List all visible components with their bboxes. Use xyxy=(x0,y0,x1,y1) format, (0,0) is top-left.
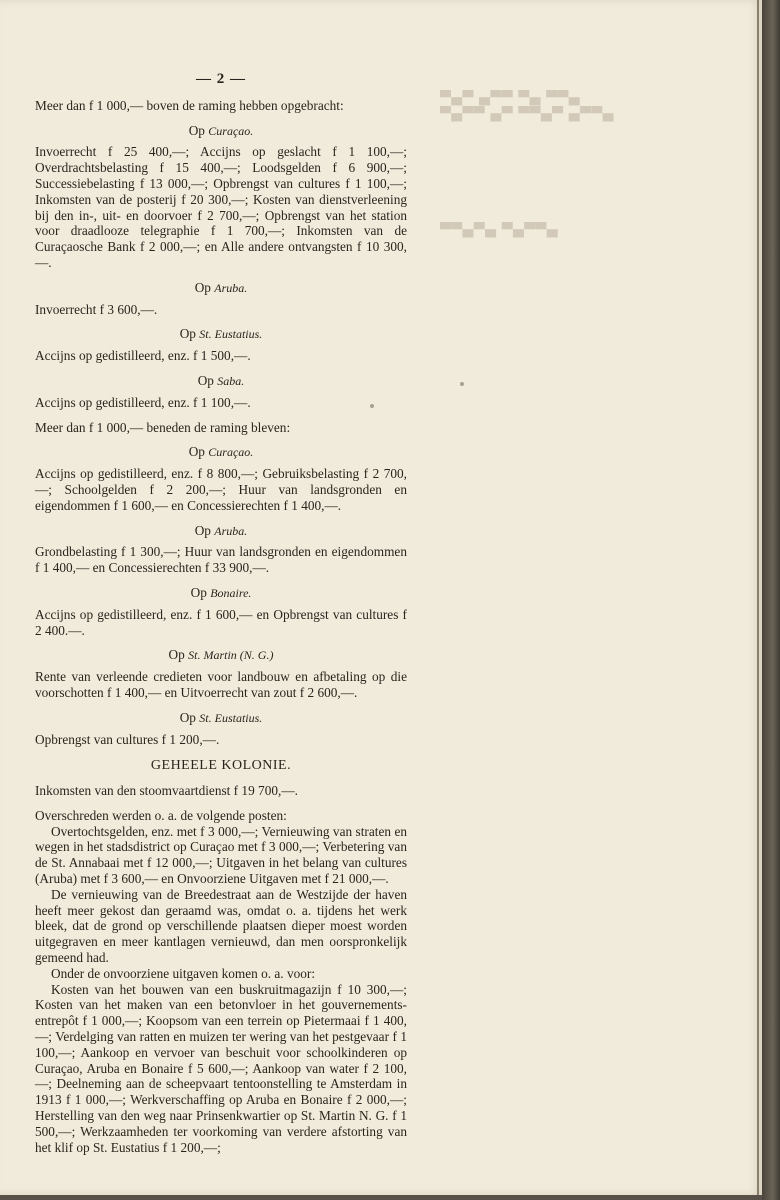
document-body xyxy=(35,72,407,1155)
section-heading: Op Curaçao. xyxy=(188,122,254,138)
section-heading: Op St. Martin (N. G.) xyxy=(168,647,274,663)
section-text: Opbrengst van cultures f 1 200,—. xyxy=(35,731,220,747)
unforeseen-intro: Onder de onvoorziene uitgaven komen o. a. voor: xyxy=(51,965,316,981)
section-text: Grondbelasting f 1 300,—; Huur van landsgronden en eigendommen f 1 400,— en Concessierechten f 33 900,—. xyxy=(35,544,407,576)
colony-heading: GEHEELE KOLONIE. xyxy=(150,758,292,774)
section-text: Invoerrecht f 3 600,—. xyxy=(35,301,158,317)
remained-intro: Meer dan f 1 000,— beneden de raming bleven: xyxy=(35,419,291,435)
book-spine-strip xyxy=(762,0,780,1200)
section-text: Accijns op gedistilleerd, enz. f 1 600,— en Opbrengst van cultures f 2 400.—. xyxy=(35,606,407,638)
page-edge xyxy=(757,0,759,1195)
section-text: Invoerrecht f 25 400,—; Accijns op geslacht f 1 100,—; Overdrachtsbelasting f 15 400,—; Loodsgelden f 6 900,—; Successiebelasting f 13 000,—; Opbrengst van cultures f 1 100,—; Inkomsten van de posterij f 20 300,—; Kosten van dienstverleening bij den in-, uit- en doorvoer f 2 700,—; Opbrengst van het station voor draadlooze telegraphie f 1 700,—; Inkomsten van de Curaçaosche Bank f 2 000,—; en Alle andere ontvangsten f 10 300,—. xyxy=(35,144,407,270)
section-text: Accijns op gedistilleerd, enz. f 8 800,—; Gebruiksbelasting f 2 700,—; Schoolgelden f 2 200,—; Huur van landsgronden en eigendommen f 1 600,— en Concessierechten f 1 400,—. xyxy=(35,466,407,513)
unforeseen-text: Kosten van het bouwen van een buskruitmagazijn f 10 300,—; Kosten van het maken van een betonvloer in het gouvernements-entrepôt f 1 000,—; Koopsom van een terrein op Pietermaai f 1 400,—; Verdelging van ratten en muizen ter wering van het pestgevaar f 1 100,—; Aankoop en vervoer van beschuit voor schoolkinderen op Curaçao, Aruba en Bonaire f 5 600,—; Aankoop van water f 2 100,—; Deelneming aan de scheepvaart tentoonstelling te Amsterdam in 1913 f 1 000,—; Werkverschaffing op Aruba en Bonaire f 2 000,—; Herstelling van den weg naar Prinsenkwartier op St. Martin N. G. f 1 500,—; Werkzaamheden ter voorkoming van verdere afstorting van het klif op St. Eustatius f 1 200,—; xyxy=(35,981,407,1155)
section-text: Rente van verleende credieten voor landbouw en afbetaling op die voorschotten f 1 400,— en Uitvoerrecht van zout f 2 600,—. xyxy=(35,669,407,700)
breedestraat-text: De vernieuwing van de Breedestraat aan de Westzijde der haven heeft meer gekost dan geraamd was, omdat o. a. tijdens het werk bleek, dat de grond op verschillende plaatsen dieper moest worden uitgegraven en meer kantlagen vernieuwd, dan men oorspronkelijk gemeend had. xyxy=(35,886,407,966)
section-heading: Op Aruba. xyxy=(194,279,248,295)
show-through-text: ▀▀▄▀▄ ▀▄▀▀▄ xyxy=(440,222,559,238)
speck xyxy=(460,382,464,386)
exceeded-text: Overtochtsgelden, enz. met f 3 000,—; Vernieuwing van straten en wegen in het stadsdistrict op Curaçao met f 3 000,—; Verbetering van de St. Annabaai met f 12 000,—; Uitgaven in het belang van cultures (Aruba) met f 3 600,— en Onvoorziene Uitgaven met f 21 000,—. xyxy=(35,823,407,887)
raised-intro: Meer dan f 1 000,— boven de raming hebben opgebracht: xyxy=(35,97,344,113)
section-text: Accijns op gedistilleerd, enz. f 1 100,—. xyxy=(35,394,251,410)
exceeded-intro: Overschreden werden o. a. de volgende posten: xyxy=(35,807,287,823)
section-text: Accijns op gedistilleerd, enz. f 1 500,—. xyxy=(35,348,251,364)
section-heading: Op St. Eustatius. xyxy=(179,326,263,342)
colony-text: Inkomsten van den stoomvaartdienst f 19 700,—. xyxy=(35,783,298,799)
section-heading: Op Aruba. xyxy=(194,522,248,538)
section-heading: Op Saba. xyxy=(197,372,245,388)
page-number: — 2 — xyxy=(196,71,246,87)
section-heading: Op Curaçao. xyxy=(188,444,254,460)
show-through-text: ▀▄▀ ▄▀▀ ▀▄ ▀▀▄ xyxy=(440,90,581,106)
section-heading: Op St. Eustatius. xyxy=(179,709,263,725)
show-through-text: ▀▄▀▀ ▄▀ ▀▀▄▀ ▄▀▀▄ xyxy=(440,106,614,122)
section-heading: Op Bonaire. xyxy=(190,584,252,600)
